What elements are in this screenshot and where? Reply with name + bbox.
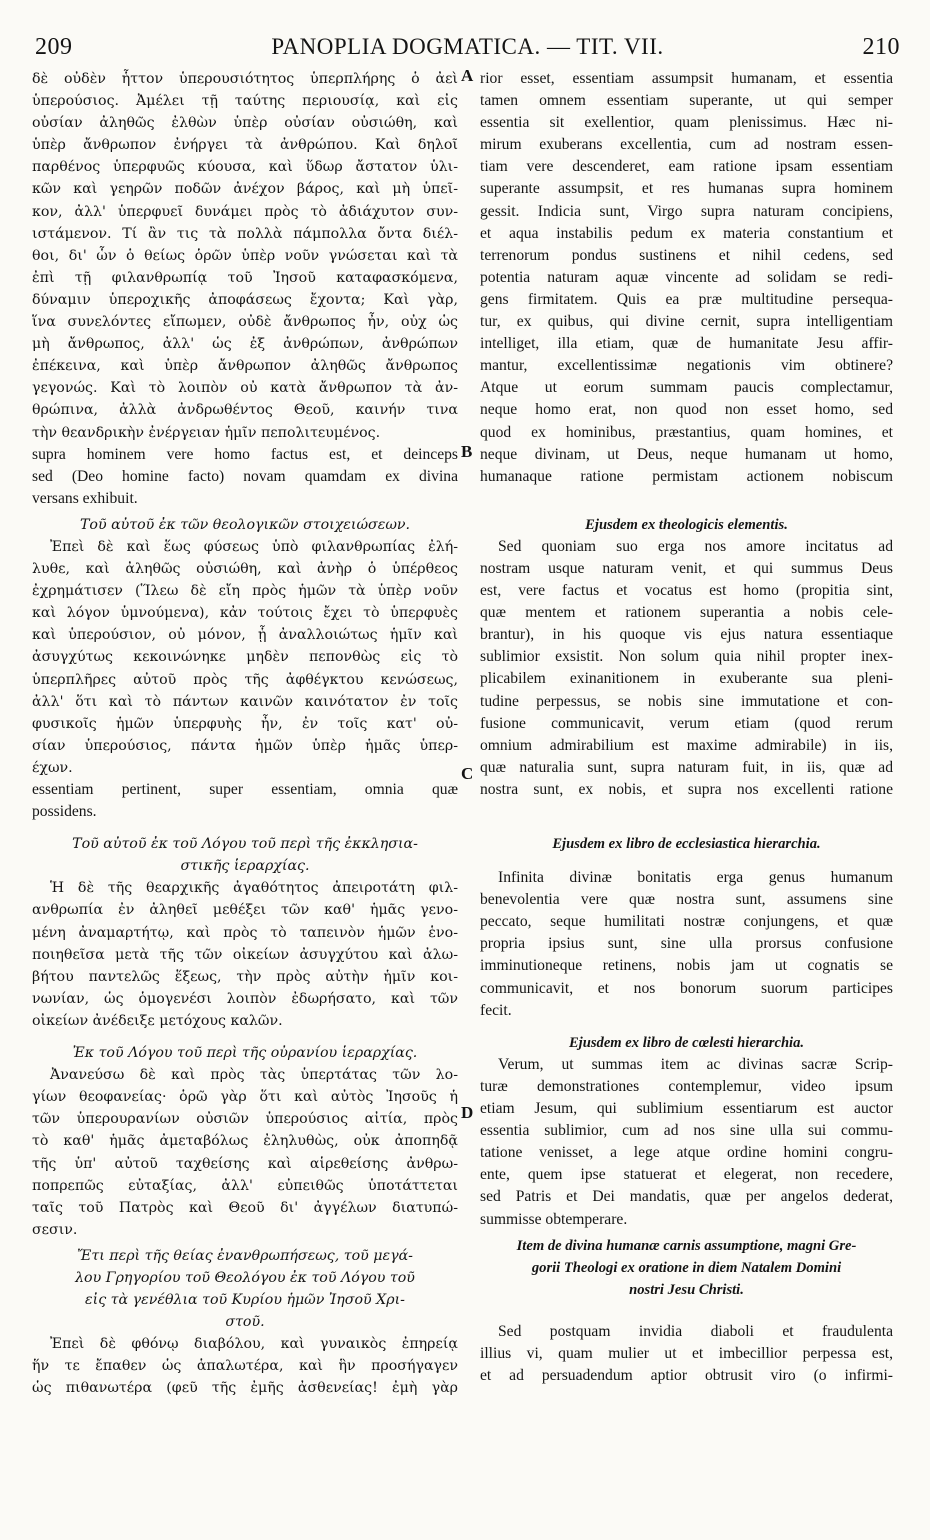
section-heading: Τοῦ αὐτοῦ ἐκ τοῦ Λόγου τοῦ περὶ τῆς ἐκκλησια-: [72, 836, 418, 853]
text-line: ιστάμενον. Τί ἂν τις τὰ πολλὰ πάμπολλα ὄντα διέλ-: [32, 225, 458, 242]
text-line: μὴ ἄνθρωπος, ἀλλ' ὡς ἐξ ἀνθρώπων, ἀνθρώπων: [32, 336, 458, 353]
greek-paragraph-4: [32, 1064, 458, 1241]
text-line: imminutioneque retinens, nobis jam ut cognatis se: [480, 957, 893, 975]
text-line: Sed quoniam suo erga nos amore incitatus ad: [498, 537, 893, 555]
text-line: et ad persuadendum aptior obtrusit viro (o infirmi-: [480, 1367, 893, 1385]
text-line: gens firmitatem. Quis ea præ multitudine persequa-: [480, 290, 893, 308]
text-line: omnium admirabilium est maxime admirabile) in iis,: [480, 736, 893, 754]
running-title: PANOPLIA DOGMATICA. — TIT. VII.: [271, 34, 664, 59]
text-line: Sed postquam invidia diaboli et fraudulenta: [498, 1322, 893, 1340]
greek-paragraph-5: [32, 1333, 458, 1399]
text-line: ἵνα συνελόντες εἴπωμεν, οὐδὲ ἄνθρωπος ἦν, οὐχ ὡς: [32, 314, 458, 331]
text-line: brantur), in his quoque vis ejus natura essentiaque: [480, 626, 893, 644]
margin-letter-b: B: [461, 442, 473, 461]
text-line: καὶ λόγον ὑμνούμενα), κἀν τούτοις ἔχει τὸ ὑπερφυὲς: [32, 605, 458, 622]
text-line: intelliget, illa etiam, quæ de humanitate Jesu affir-: [480, 335, 893, 353]
section-heading: Ἐκ τοῦ Λόγου τοῦ περὶ τῆς οὐρανίου ἱεραρχίας.: [72, 1045, 418, 1062]
text-line: Ἡ δὲ τῆς θεαρχικῆς ἀγαθότητος ἀπειροτάτη φιλ-: [50, 880, 458, 897]
text-line: κον, ἀλλ' ὑπερφυεῖ δυνάμει πρὸς τὸ ἀδιάχυτον συν-: [32, 203, 458, 220]
greek-paragraph-2: [32, 536, 458, 823]
text-line: essentiam pertinent, super essentiam, omnia quæ: [32, 781, 458, 798]
text-line: quæ naturalia sunt, supra naturam fuit, in iis, quæ ad: [480, 758, 893, 776]
text-line: peccato, seque humilitati nostræ conjungens, et quæ: [480, 913, 893, 931]
latin-column: [480, 68, 893, 1540]
text-line: δύναμιν ὑπεροχικῆς ἀποφάσεως ἔχοντα; Καὶ γὰρ,: [32, 291, 458, 308]
text-line: essentia sit exellentior, quam plenissimus. Hæc ni-: [480, 114, 893, 132]
text-line: mirum exuberans excellentia, cum ad nostram essen-: [480, 136, 893, 154]
text-line: ὑπερπλῆρες αὐτοῦ πρὸς τῆς ἀφθέγκτου κενώσεως,: [32, 671, 458, 688]
text-line: παρθένος ὑπερφυῶς κύουσα, καὶ ὕδωρ ἄστατον ὑλι-: [32, 159, 458, 176]
margin-letter-d: D: [461, 1103, 474, 1122]
text-line: ἀλλ' ὅτι καὶ τὸ πάντων καινῶν καινότατον ἐν τοῖς: [32, 693, 458, 710]
text-line: mantur, excellentissimæ negationis vim obtinere?: [480, 357, 893, 375]
text-line: nostram usque naturam venit, et qui summus Deus: [480, 559, 893, 577]
text-line: gessit. Indicia sunt, Virgo supra naturam concipiens,: [480, 202, 893, 220]
text-line: Ἀνανεύσω δὲ καὶ πρὸς τὰς ὑπερτάτας τῶν λο-: [50, 1067, 458, 1084]
greek-column: [32, 68, 458, 1540]
text-line: ἥν τε ἔπαθεν ὡς ἁπαλωτέρα, καὶ ἣν προσήγαγεν: [32, 1358, 458, 1375]
section-heading: Τοῦ αὐτοῦ ἐκ τῶν θεολογικῶν στοιχειώσεων.: [79, 516, 411, 533]
section-heading: στικῆς ἱεραρχίας.: [180, 858, 310, 875]
section-heading: nostri Jesu Christi.: [629, 1281, 744, 1298]
text-line: sed (Deo homine facto) novam quamdam ex divina: [32, 467, 458, 485]
section-heading: gorii Theologi ex oratione in diem Natalem Domini: [531, 1259, 842, 1276]
margin-letter-a: A: [461, 66, 474, 85]
text-line: ποιηθεῖσα μετὰ τῆς τῶν οἰκείων ἀσυγχύτου καὶ ἀλω-: [32, 946, 458, 963]
text-line: terrenorum pondus sustinens et nihil cedens, sed: [480, 246, 893, 264]
greek-paragraph-1: [32, 68, 458, 510]
text-line: ὑπερούσιος. Ἀμέλει τῇ ταύτης περιουσίᾳ, καὶ εἰς: [32, 93, 458, 110]
text-line: fusione communicavit, verum etiam (quod rerum: [480, 714, 893, 732]
latin-paragraph-5: [480, 1321, 893, 1387]
latin-paragraph-3: [480, 867, 893, 1022]
text-line: plicabilem exinanitionem in exuberante sua pleni-: [480, 670, 893, 688]
text-line: tiam vere descenderet, eam ratione ipsam essentiam: [480, 158, 893, 176]
text-line: φυσικοῖς ἡμῶν ὑπερφυὴς ἦν, ἐν τοῖς κατ' οὐ-: [32, 715, 458, 732]
text-line: Ἐπεὶ δὲ καὶ ἕως φύσεως ὑπὸ φιλανθρωπίας ἐλή-: [50, 538, 458, 555]
text-line: θοι, δι' ὧν ὁ θείως ὁρῶν ὑπὲρ νοῦν γνώσεται καὶ τὰ: [32, 247, 458, 264]
section-heading: Ἔτι περὶ τῆς θείας ἐνανθρωπήσεως, τοῦ μεγά-: [77, 1247, 413, 1264]
margin-letter-c: C: [461, 764, 474, 783]
section-heading: Item de divina humanæ carnis assumptione, magni Gre-: [516, 1237, 857, 1254]
section-heading: εἰς τὰ γενέθλια τοῦ Κυρίου ἡμῶν Ἰησοῦ Χρι-: [85, 1292, 405, 1309]
text-line: neque homo erat, non quod non esset homo, sed: [480, 401, 893, 419]
text-line: γίων θεοφανείας· ὁρῶ γὰρ ὅτι καὶ αὐτὸς Ἰησοῦς ἡ: [32, 1089, 458, 1106]
text-line: τῶν ὑπερουρανίων οὐσιῶν ὑπερούσιος αἰτία, πρὸς: [32, 1111, 458, 1128]
latin-paragraph-2: [480, 536, 893, 801]
text-line: νωνίαν, ὡς ὁμογενέσι λοιπὸν ἐδωρήσατο, καὶ τῶν: [32, 990, 458, 1007]
text-line: potentia naturam aquæ vincente ad solidam se redi-: [480, 268, 893, 286]
text-line: μένη ἀναμαρτήτῳ, καὶ πρὸς τὸ ταπεινὸν ἡμῶν ἑνο-: [32, 924, 458, 941]
text-line: versans exhibuit.: [32, 489, 138, 507]
text-line: tatione venisset, a lege atque ordine homini congru-: [480, 1144, 893, 1162]
text-line: τῆς ὑπ' αὐτοῦ ταχθείσης καὶ αἱρεθείσης ἀνθρω-: [32, 1155, 458, 1172]
text-line: δὲ οὐδὲν ἧττον ὑπερουσιότητος ὑπερπλήρης ὁ ἀεὶ: [32, 71, 458, 87]
text-line: et aqua instabilis pedum ex materia constantium et: [480, 224, 893, 242]
text-line: λυθε, καὶ ἀληθῶς οὐσιώθη, καὶ ἀνὴρ ὁ ὑπέρθεος: [32, 561, 458, 578]
latin-paragraph-4: [480, 1054, 893, 1231]
text-line: tamen omnem essentiam superante, ut qui semper: [480, 92, 893, 110]
right-page-number: 210: [862, 33, 900, 60]
text-line: turæ demonstrationes contemplemur, video ipsum: [480, 1077, 893, 1095]
text-line: neque divinam, ut Deus, neque humanam ut homo,: [480, 445, 893, 463]
text-line: essentia sublimior, cum ad nos sine ulla sui commu-: [480, 1122, 893, 1140]
text-line: quæ mentem et rationem superantia a nobis cele-: [480, 604, 893, 622]
text-line: Verum, ut summas item ac divinas sacræ Scrip-: [498, 1055, 893, 1073]
text-line: οἰκείων ἀνέδειξε μετόχους καλῶν.: [32, 1012, 283, 1029]
text-line: humanaque ratione permistam actionem nobiscum: [480, 467, 893, 485]
text-line: quod ex hominibus, præstantius, quam homines, et: [480, 423, 893, 441]
text-line: superante assumpsit, et res humanas supra hominem: [480, 180, 893, 198]
text-line: sed Patris et Dei mandatis, quæ per angelos dederat,: [480, 1188, 893, 1206]
text-line: rior esset, essentiam assumpsit humanam, et essentia: [480, 70, 893, 87]
section-heading: λου Γρηγορίου τοῦ Θεολόγου ἐκ τοῦ Λόγου τοῦ: [75, 1269, 415, 1286]
text-line: summisse obtemperare.: [480, 1210, 628, 1228]
text-line: fecit.: [480, 1001, 512, 1019]
text-line: illius vi, quam mulier ut et imbecillior perpessa est,: [480, 1344, 893, 1362]
text-line: καὶ ὑπερούσιον, οὐ μόνον, ᾗ ἀναλλοιώτως ἡμῖν καὶ: [32, 627, 458, 644]
greek-paragraph-3: [32, 877, 458, 1032]
section-heading: Ejusdem ex libro de ecclesiastica hierarchia.: [552, 836, 821, 852]
text-line: ὑπὲρ ἄνθρωπον ἐνήργει τὰ ἀνθρώπου. Καὶ δηλοῖ: [32, 137, 458, 154]
text-line: tudine perpessus, se nobis sine immutatione et con-: [480, 692, 893, 710]
section-heading: Ejusdem ex theologicis elementis.: [585, 516, 788, 533]
text-line: ἐπέκεινα, καὶ ὑπὲρ ἄνθρωπον ἀληθῶς ἄνθρωπος: [32, 358, 458, 375]
text-line: Atque ut eorum summam paucis complectamur,: [480, 379, 893, 397]
text-line: ἐπὶ τῇ φιλανθρωπίᾳ τοῦ Ἰησοῦ καταφασκόμενα,: [32, 269, 458, 286]
text-line: ποπρεπῶς εὐταξίας, ἀλλ' εὐπειθῶς ὑποτάττεται: [32, 1177, 458, 1194]
text-line: τὸ καθ' ἡμᾶς ἀμεταβόλως ἐληλυθὼς, οὐκ ἀποπηδᾷ: [32, 1133, 458, 1150]
section-heading: Ejusdem ex libro de cœlesti hierarchia.: [568, 1034, 805, 1051]
text-line: communicavit, et nos bonorum suorum participes: [480, 979, 893, 997]
text-line: supra hominem vere homo factus est, et deinceps: [32, 445, 458, 463]
text-line: έχων.: [32, 759, 73, 776]
text-line: ente, quem ipse statuerat et elegerat, non recedere,: [480, 1166, 893, 1184]
text-line: βήτου παντελῶς ἕξεως, τὴν πρὸς αὐτὴν ἡμῖν κοι-: [32, 968, 458, 985]
text-line: θρώπινα, ἀλλὰ ἀνδρωθέντος Θεοῦ, καινήν τινα: [32, 402, 458, 419]
text-line: benevolentia vere quæ nostra sunt, assumens sine: [480, 891, 893, 909]
text-line: nostra sunt, ex nobis, et supra nos excellenti ratione: [480, 780, 893, 798]
text-line: ταῖς τοῦ Πατρὸς καὶ Θεοῦ δι' ἀγγέλων διατυπώ-: [32, 1199, 458, 1216]
text-line: tur, ex quibus, qui divine cernit, supra intelligentiam: [480, 313, 893, 331]
text-line: ὡς πιθανωτέρα (φεῦ τῆς ἐμῆς ἀσθενείας! ἐμὴ γὰρ: [32, 1380, 458, 1397]
text-line: Ἐπεὶ δὲ φθόνῳ διαβόλου, καὶ γυναικὸς ἐπηρείᾳ: [50, 1336, 458, 1353]
running-header: [35, 30, 900, 64]
latin-paragraph-1: [480, 68, 893, 488]
text-line: οὐσίαν ἀληθῶς ἐλθὼν ὑπὲρ οὐσίαν οὐσιώθη, καὶ: [32, 115, 458, 132]
section-heading: στοῦ.: [225, 1314, 265, 1331]
text-line: ἀσυγχύτως κεκοινώνηκε μηδὲν πεπονθὼς εἰς τὸ: [32, 649, 458, 666]
text-line: σεσιν.: [32, 1221, 78, 1238]
text-line: ανθρωπία ἐν ἀληθεῖ μεθέξει τῶν καθ' ἡμᾶς γενο-: [32, 902, 458, 919]
left-page-number: 209: [35, 33, 73, 60]
text-line: σίαν ὑπερούσιος, πάντα ἡμῶν ὑπὲρ ἡμᾶς ὑπερ-: [32, 737, 458, 754]
text-line: etiam Jesum, qui sublimium essentiarum est auctor: [480, 1100, 893, 1118]
text-line: propria ipsius sunt, sine ulla prorsus confusione: [480, 935, 893, 953]
text-line: sublimior exsistit. Non solum quia nihil propter inex-: [480, 648, 893, 666]
text-line: τὴν θεανδρικὴν ἐνέργειαν ἡμῖν πεπολιτευμένος.: [32, 424, 381, 441]
text-line: ἐχρημάτισεν (Ἵλεω δὲ εἴη πρὸς ἡμῶν τὰ ὑπὲρ νοῦν: [32, 583, 458, 600]
text-line: γεγονώς. Καὶ τὸ λοιπὸν οὐ κατὰ ἄνθρωπον τὰ ἀν-: [32, 380, 458, 397]
text-line: κῶν καὶ γεηρῶν ποδῶν ἀνέχον βάρος, καὶ μὴ ὑπεῖ-: [32, 181, 458, 198]
text-line: possidens.: [32, 803, 97, 821]
text-line: Infinita divinæ bonitatis erga genus humanum: [498, 869, 893, 887]
text-line: est, vere factus et vocatus est homo (propitia sint,: [480, 582, 893, 600]
